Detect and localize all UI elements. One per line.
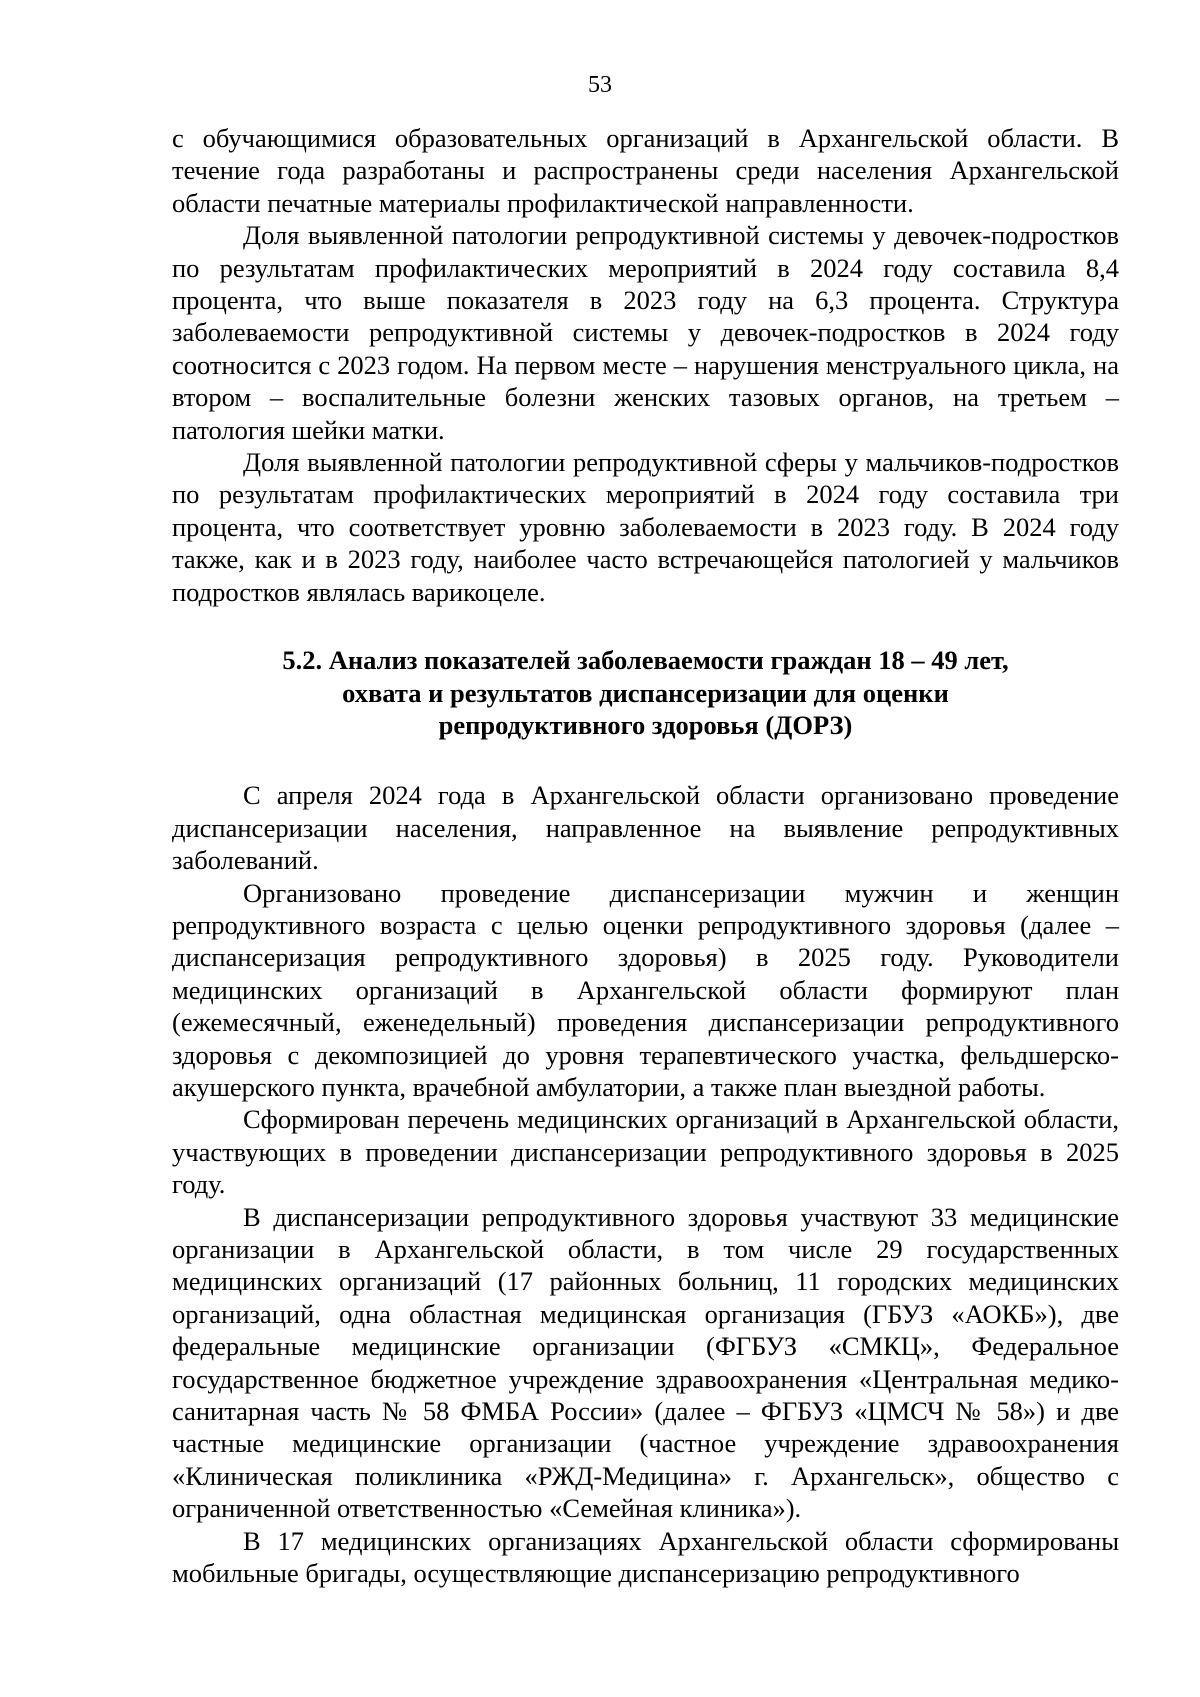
paragraph-continuation: с обучающимися образовательных организаций в Архангельской области. В течение года разработаны и распространены среди населения Архангельской области печатные материалы профилактической направленности. bbox=[172, 123, 1119, 218]
paragraph-mobile-teams: В 17 медицинских организациях Архангельской области сформированы мобильные бригады, осуществляющие диспансеризацию репродуктивного bbox=[172, 1525, 1119, 1589]
paragraph-organizations-list: Сформирован перечень медицинских организаций в Архангельской области, участвующих в проведении диспансеризации репродуктивного здоровья в 2025 году. bbox=[172, 1104, 1119, 1200]
section-heading-line-1: 5.2. Анализ показателей заболеваемости граждан 18 – 49 лет, bbox=[282, 645, 1009, 676]
paragraph-dispensary-start: С апреля 2024 года в Архангельской области организовано проведение диспансеризации населения, направленное на выявление репродуктивных заболеваний. bbox=[172, 780, 1119, 876]
section-heading bbox=[172, 644, 1119, 741]
paragraph-boys-pathology: Доля выявленной патологии репродуктивной сферы у мальчиков-подростков по результатам профилактических мероприятий в 2024 году составила три процента, что соответствует уровню заболеваемости в 2023 году. В 2024 году также, как и в 2023 году, наиболее часто встречающейся патологией у мальчиков подростков являлась варикоцеле. bbox=[172, 447, 1119, 607]
document-body bbox=[172, 122, 1119, 1589]
paragraph-girls-pathology: Доля выявленной патологии репродуктивной системы у девочек-подростков по результатам профилактических мероприятий в 2024 году составила 8,4 процента, что выше показателя в 2023 году на 6,3 процента. Структура заболеваемости репродуктивной системы у девочек-подростков в 2024 году соотносится с 2023 годом. На первом месте – нарушения менструального цикла, на втором – воспалительные болезни женских тазовых органов, на третьем – патология шейки матки. bbox=[172, 220, 1119, 445]
page-number: 53 bbox=[588, 72, 612, 98]
section-heading-line-3: репродуктивного здоровья (ДОРЗ) bbox=[438, 709, 853, 740]
section-heading-line-2: охвата и результатов диспансеризации для оценки bbox=[342, 677, 949, 708]
paragraph-dispensary-organization: Организовано проведение диспансеризации мужчин и женщин репродуктивного возраста с целью оценки репродуктивного здоровья (далее – диспансеризация репродуктивного здоровья) в 2025 году. Руководители медицинских организаций в Архангельской области формируют план (ежемесячный, еженедельный) проведения диспансеризации репродуктивного здоровья с декомпозицией до уровня терапевтического участка, фельдшерско-акушерского пункта, врачебной амбулатории, а также план выездной работы. bbox=[172, 877, 1119, 1102]
paragraph-participating-organizations: В диспансеризации репродуктивного здоровья участвуют 33 медицинские организации в Архангельской области, в том числе 29 государственных медицинских организаций (17 районных больниц, 11 городских медицинских организаций, одна областная медицинская организация (ГБУЗ «АОКБ»), две федеральные медицинские организации (ФГБУЗ «СМКЦ», Федеральное государственное бюджетное учреждение здравоохранения «Центральная медико-санитарная часть № 58 ФМБА России» (далее – ФГБУЗ «ЦМСЧ № 58») и две частные медицинские организации (частное учреждение здравоохранения «Клиническая поликлиника «РЖД-Медицина» г. Архангельск», общество с ограниченной ответственностью «Семейная клиника»). bbox=[172, 1201, 1119, 1524]
